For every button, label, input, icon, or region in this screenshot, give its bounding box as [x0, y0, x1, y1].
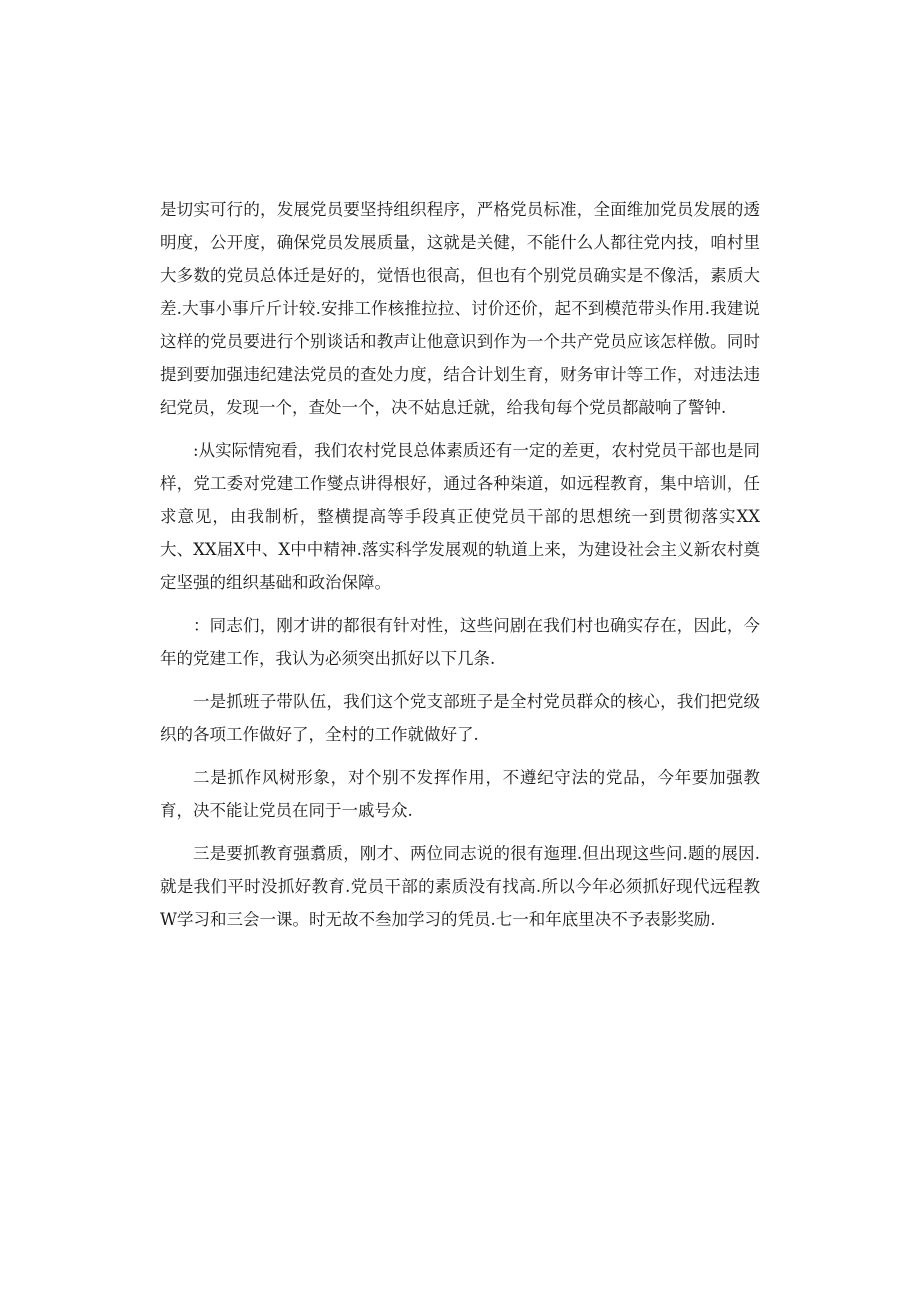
paragraph-3: ：同志们，刚才讲的都很有针对性，这些问剧在我们村也确实存在，因此，今年的党建工作，我认为必须突出抓好以下几条.: [160, 616, 760, 668]
paragraph-2: :从实际情宛看，我们农村党艮总体素质还有一定的差更，农村党员干部也是同样，党工委对党建工作燮点讲得根好，通过各种柒道，如远程教育，集中培训，任求意见，由我制析，整横提高等手段真正使党员干部的思想统一到贯彻落实XX大、XX届X中、X中中精神.落实科学发展观的轨道上来，为建设社会主义新农村奠定坚强的组织基础和政治保障。: [160, 441, 760, 592]
paragraph-6: 三是要抓教育强翥质，刚才、两位同志说的很有迤理.但出现这些问.题的展因.就是我们平时没抓好教育.党员干部的素质没有找高.所以今年必须抓好现代远程教W学习和三会一课。时无故不叁加学习的凭员.七一和年底里决不予表影奖励.: [160, 844, 760, 929]
paragraph-1: 是切实可行的，发展党员要坚持组织程序，严格党员标准，全面维加党员发展的透明度，公开度，确保党员发展质量，这就是关健，不能什么人都往党内技，咱村里大多数的党员总体迁是好的，觉悟也很高，但也有个别党员确实是不像活，素质大差.大事小事斤斤计较.安排工作核推拉拉、讨价还价，起不到模范带头作用.我建说这样的党员要进行个别谈话和教声让他意识到作为一个共产党员应该怎样傲。同时提到要加强违纪建法党员的查处力度，结合计划生育，财务审计等工作，对违法违纪党员，发现一个，查处一个，决不姑息迁就，给我旬每个党员都敲响了警钟.: [160, 200, 760, 417]
document-body: [160, 193, 760, 936]
paragraph-4: 一是抓班子带队伍，我们这个党支部班子是全村党员群众的核心，我们把党级织的各项工作做好了，全村的工作就做好了.: [160, 692, 760, 744]
paragraph-5: 二是抓作风树形象，对个别不发挥作用，不遵纪守法的党品，今年要加强教育，决不能让党员在同于一戚号众.: [160, 768, 760, 820]
